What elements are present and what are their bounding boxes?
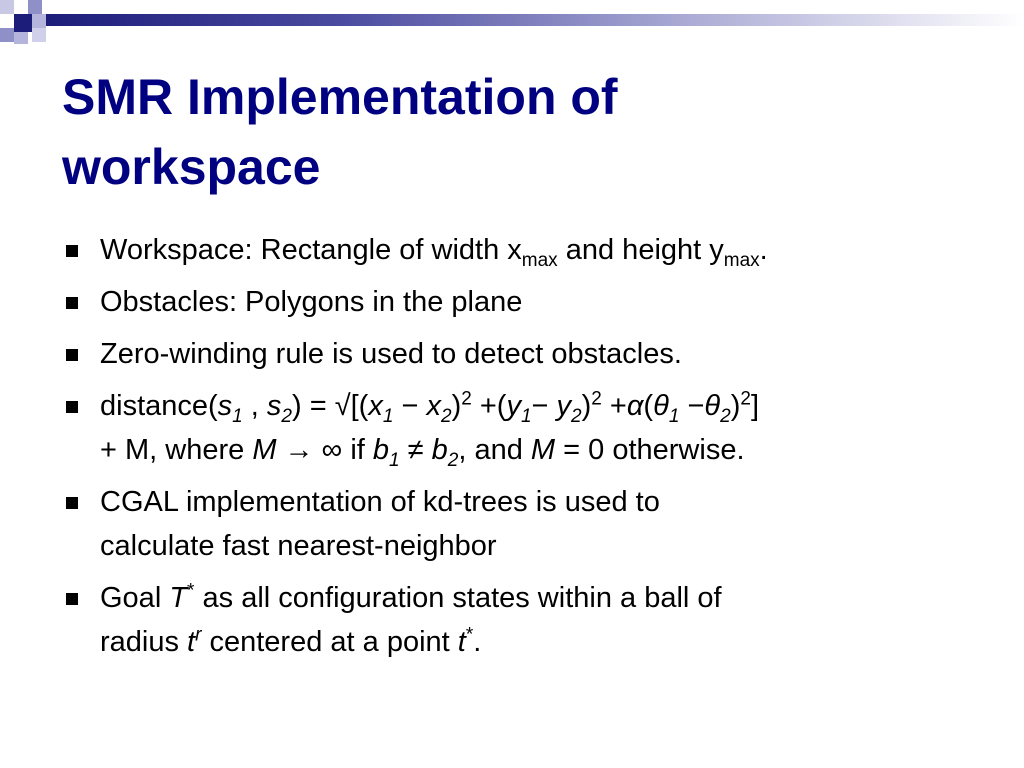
cgal-line-1: CGAL implementation of kd-trees is used to (100, 486, 660, 518)
slide-title-line-2: workspace (62, 139, 321, 195)
decor-square (14, 0, 28, 14)
decor-square (0, 28, 14, 42)
distance-line-2: + M, where M → ∞ if $b_1 \ne b_2$, and M = 0 otherwise. (100, 434, 745, 471)
decor-square (14, 32, 28, 44)
decor-square (28, 0, 42, 14)
title-decoration (0, 0, 1024, 46)
slide-title (62, 62, 962, 202)
bullet-distance (62, 384, 992, 472)
decor-square (14, 14, 32, 32)
slide-title-line-1: SMR Implementation of (62, 69, 618, 125)
bullet-workspace: Workspace: Rectangle of width $x_{max}$ and height $y_{max}$. (62, 228, 992, 272)
decor-square (32, 14, 46, 28)
bullet-zero-winding: Zero-winding rule is used to detect obstacles. (62, 332, 992, 376)
decor-square (32, 28, 46, 42)
distance-line-1: $distance(s_1$ , $s_2) = √[(x_1 - x_2)^2 +(y_1- y_2)^2 +\alpha(\theta_1 -\theta_2)^2]$ (100, 388, 760, 427)
bullet-list (62, 228, 992, 672)
decor-square (0, 0, 14, 14)
goal-line-1: Goal T* as all configuration states within a ball of (100, 580, 722, 614)
bullet-goal (62, 576, 992, 664)
cgal-line-2: calculate fast nearest-neighbor (100, 530, 497, 562)
bullet-obstacles: Obstacles: Polygons in the plane (62, 280, 992, 324)
bullet-cgal (62, 480, 992, 568)
goal-line-2: radius $t^r$ centered at a point t*. (100, 624, 482, 658)
decor-gradient-bar (46, 14, 1024, 26)
